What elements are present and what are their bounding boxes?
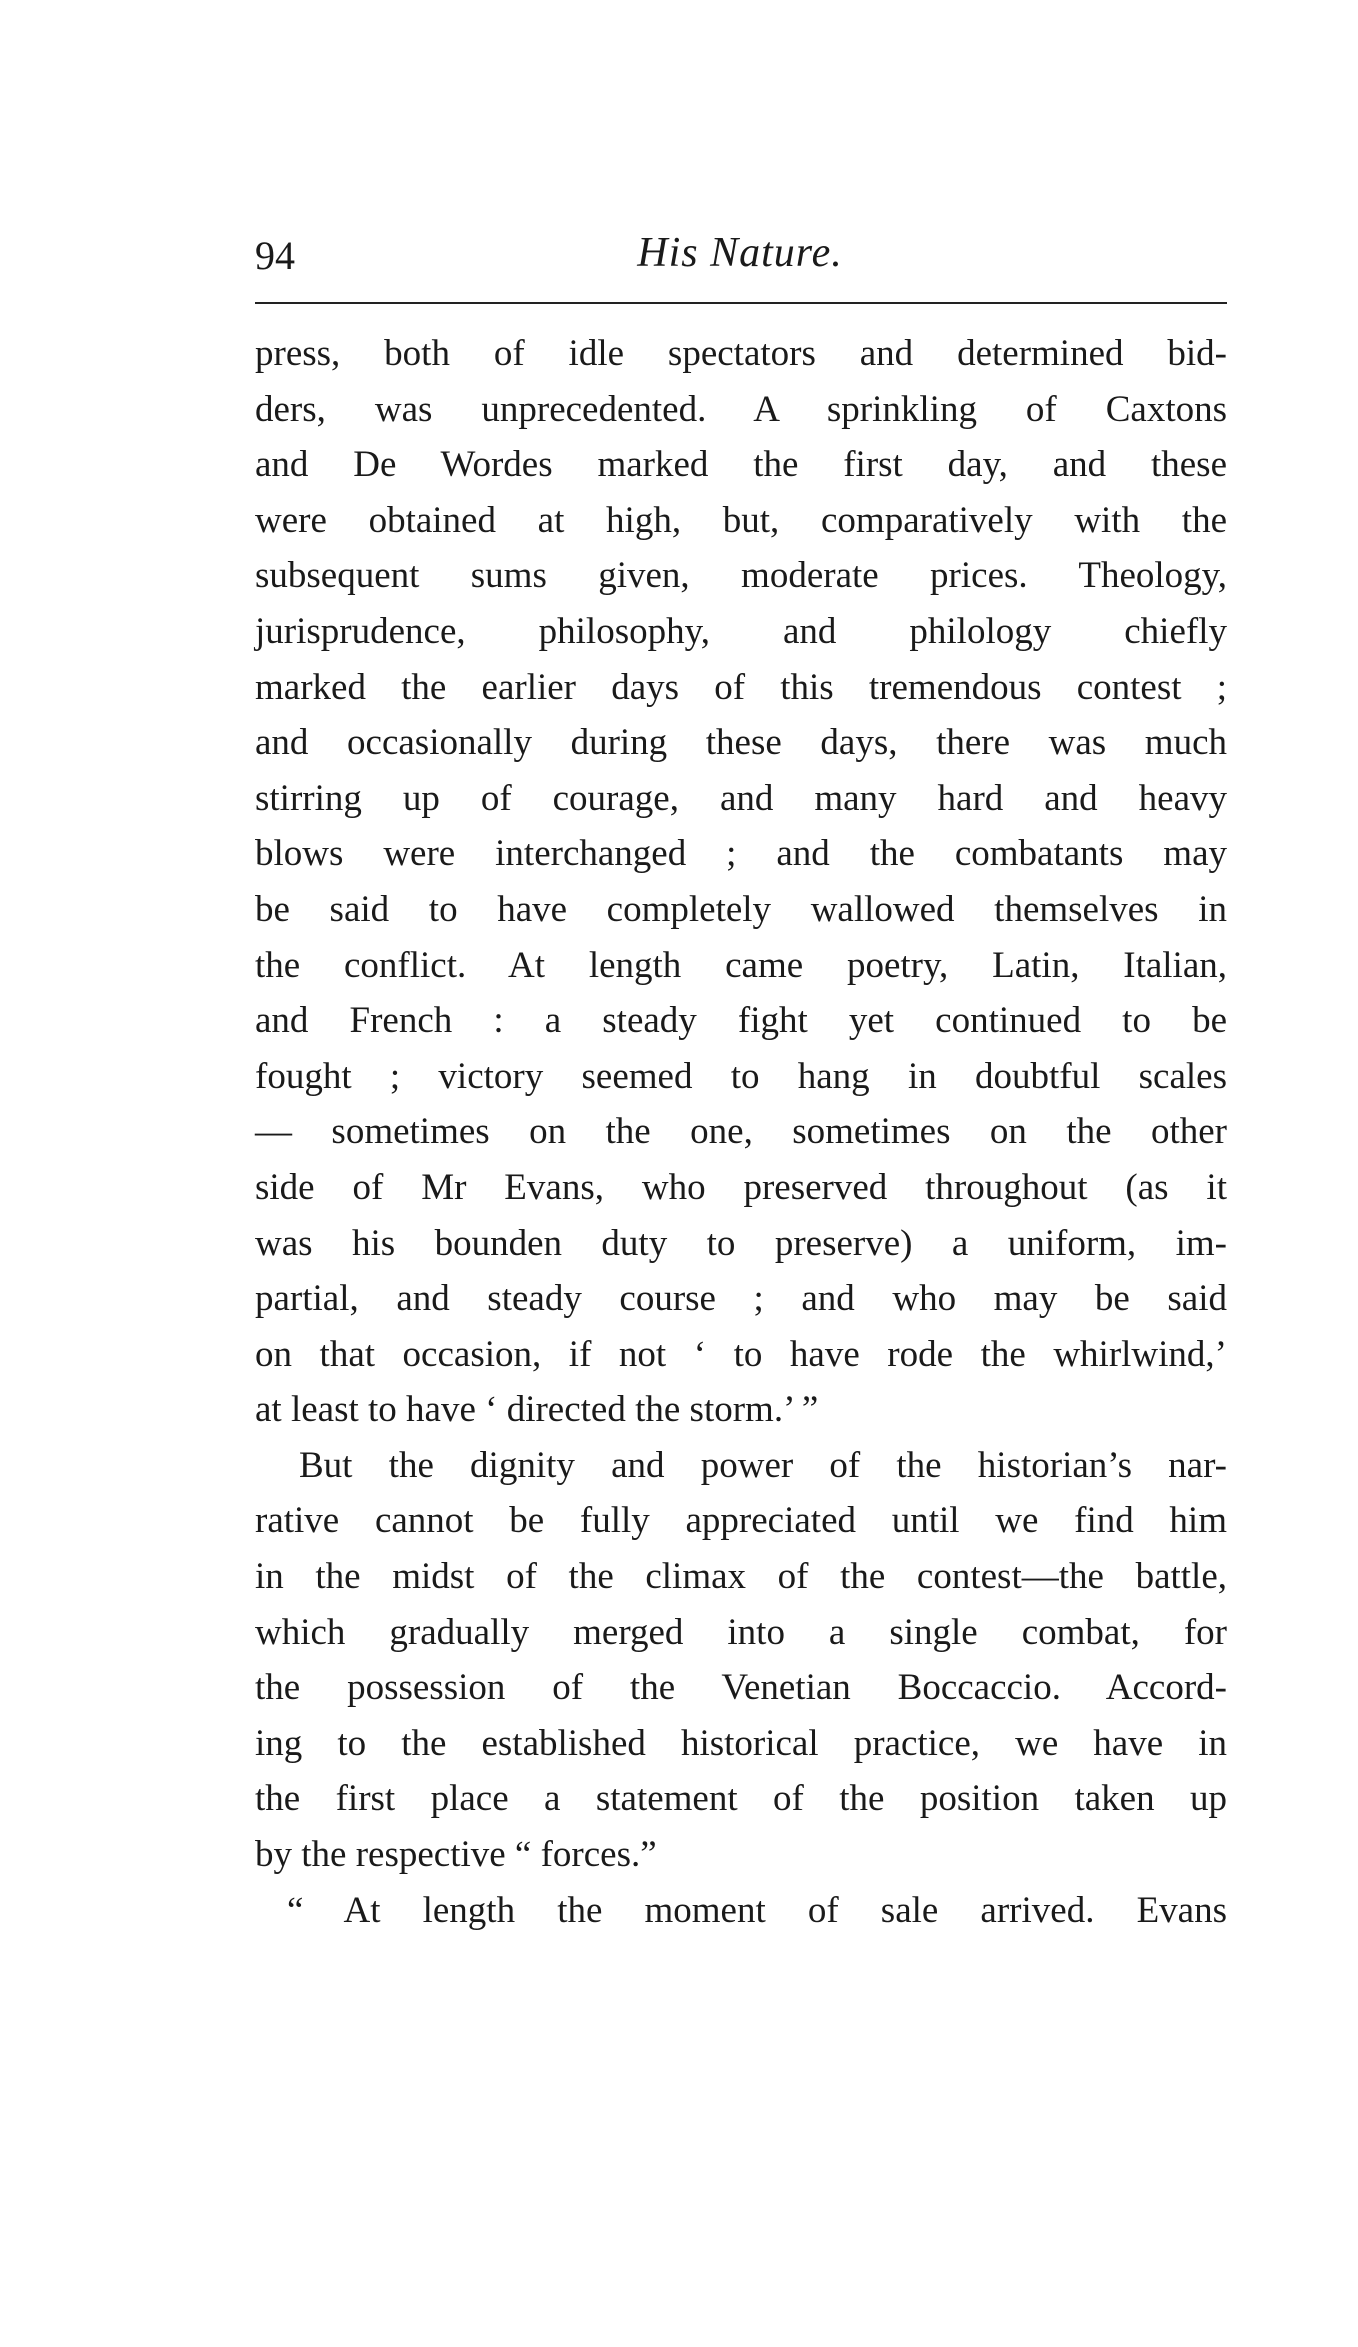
text-line: on that occasion, if not ‘ to have rode the whirlwind,’ bbox=[255, 1333, 1227, 1375]
text-line: the conflict. At length came poetry, Latin, Italian, bbox=[255, 944, 1227, 986]
running-title: His Nature. bbox=[637, 230, 843, 276]
page-header bbox=[255, 228, 1225, 298]
paragraph-start-line: “ At length the moment of sale arrived. Evans bbox=[287, 1889, 1227, 1931]
text-line: and occasionally during these days, there was much bbox=[255, 722, 1227, 764]
text-line: the possession of the Venetian Boccaccio. Accord- bbox=[255, 1667, 1227, 1709]
text-line: be said to have completely wallowed themselves in bbox=[255, 888, 1227, 930]
text-line: and French : a steady fight yet continued to be bbox=[255, 1000, 1227, 1042]
text-line: — sometimes on the one, sometimes on the other bbox=[255, 1111, 1227, 1153]
text-line: stirring up of courage, and many hard and heavy bbox=[255, 777, 1227, 819]
page-number: 94 bbox=[255, 233, 295, 278]
text-line: was his bounden duty to preserve) a uniform, im- bbox=[255, 1222, 1227, 1264]
text-line: blows were interchanged ; and the combatants may bbox=[255, 833, 1227, 875]
text-line: jurisprudence, philosophy, and philology chiefly bbox=[255, 610, 1227, 652]
body-text bbox=[255, 326, 1227, 1938]
text-line: ders, was unprecedented. A sprinkling of Caxtons bbox=[255, 388, 1227, 430]
text-line: side of Mr Evans, who preserved throughout (as it bbox=[255, 1166, 1227, 1208]
text-line: by the respective “ forces.” bbox=[255, 1834, 657, 1876]
header-rule bbox=[255, 302, 1227, 304]
text-line: rative cannot be fully appreciated until we find him bbox=[255, 1500, 1227, 1542]
text-line: subsequent sums given, moderate prices. Theology, bbox=[255, 555, 1227, 597]
text-line: in the midst of the climax of the contest—the battle, bbox=[255, 1556, 1227, 1598]
text-line: fought ; victory seemed to hang in doubtful scales bbox=[255, 1055, 1227, 1097]
text-line: and De Wordes marked the first day, and these bbox=[255, 444, 1227, 486]
text-line: at least to have ‘ directed the storm.’ ” bbox=[255, 1389, 819, 1431]
text-line: the first place a statement of the position taken up bbox=[255, 1778, 1227, 1820]
text-line: ing to the established historical practice, we have in bbox=[255, 1722, 1227, 1764]
paragraph-start-line: But the dignity and power of the historian’s nar- bbox=[299, 1444, 1227, 1486]
text-line: marked the earlier days of this tremendous contest ; bbox=[255, 666, 1227, 708]
text-line: were obtained at high, but, comparatively with the bbox=[255, 499, 1227, 541]
text-line: press, both of idle spectators and determined bid- bbox=[255, 333, 1227, 374]
text-line: partial, and steady course ; and who may be said bbox=[255, 1278, 1227, 1320]
text-line: which gradually merged into a single combat, for bbox=[255, 1611, 1227, 1653]
